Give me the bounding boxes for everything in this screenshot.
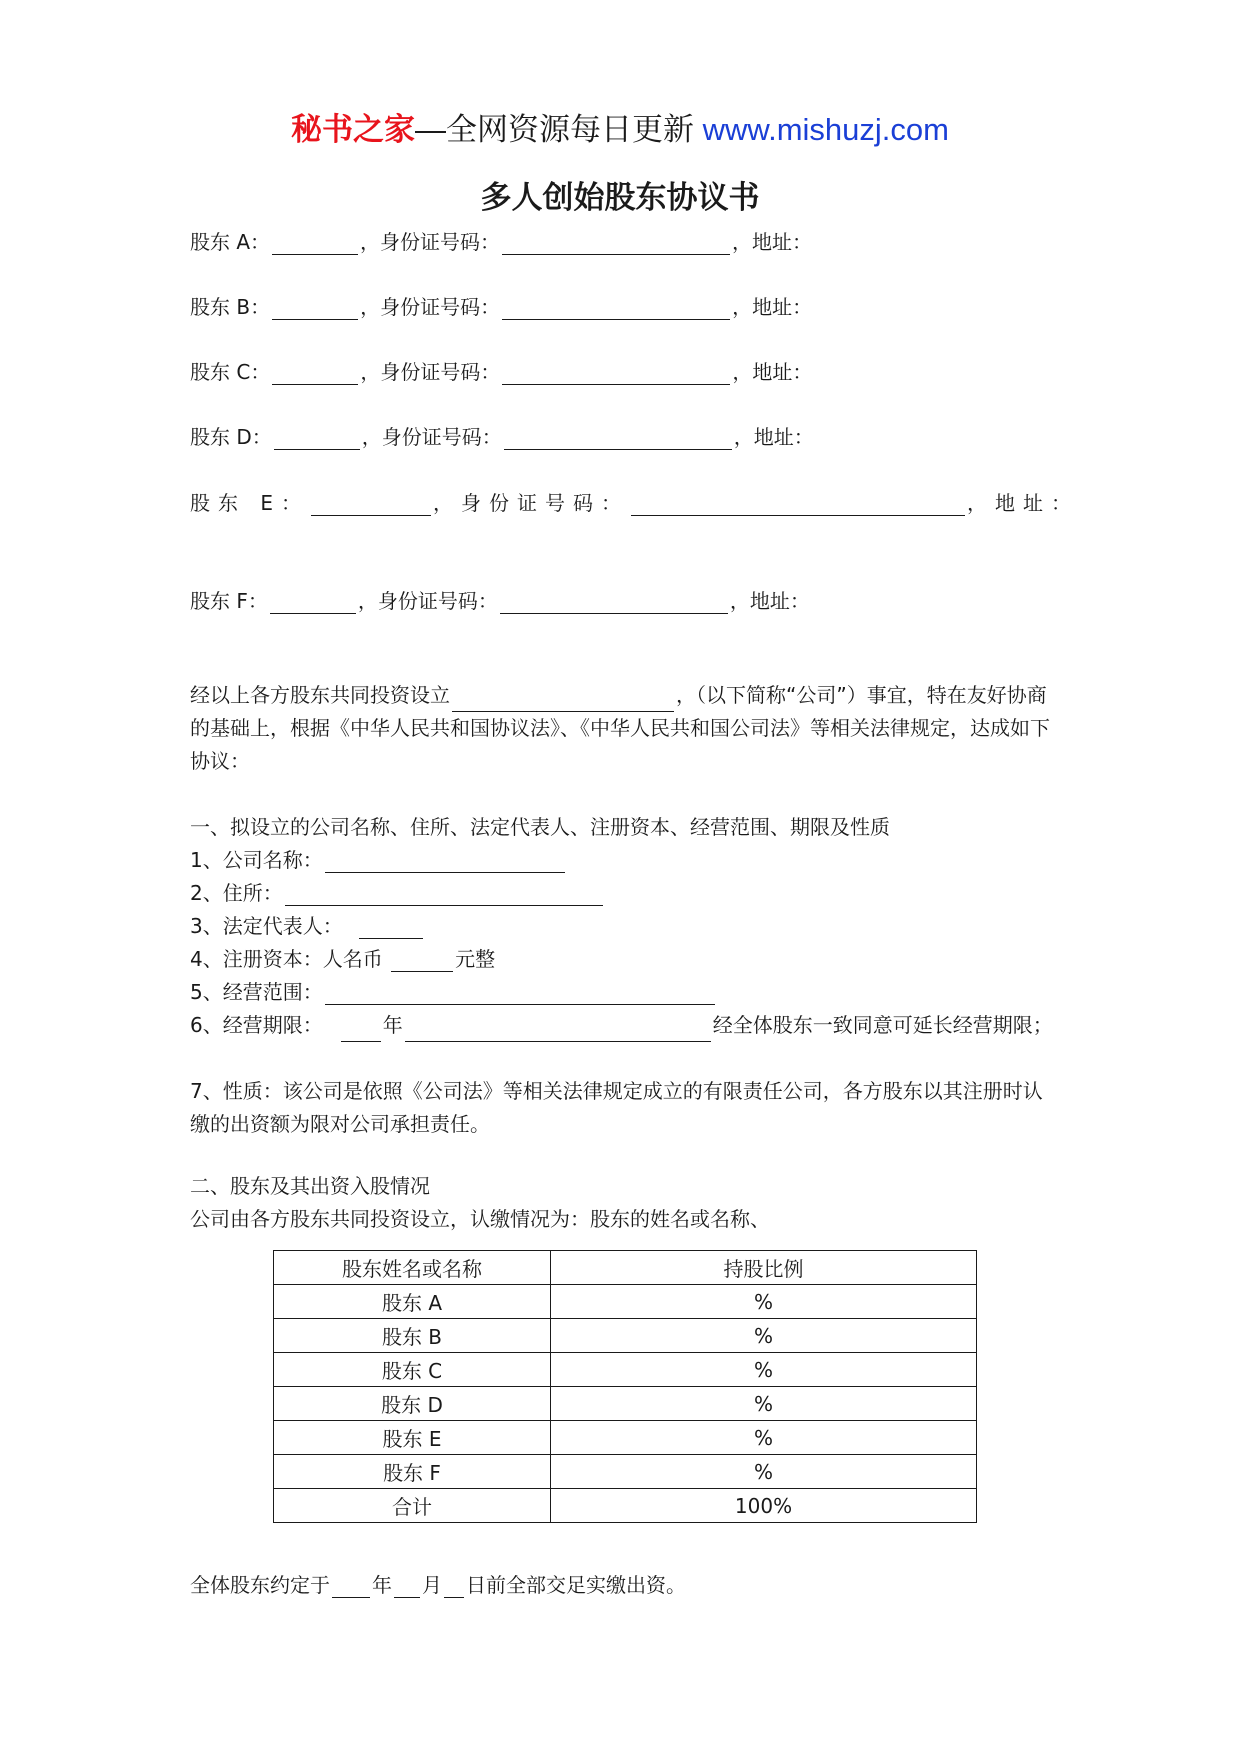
cell-shareholder: 股东 D [274, 1387, 551, 1421]
id-blank[interactable] [502, 362, 730, 385]
cell-ratio[interactable]: % [551, 1387, 977, 1421]
cell-shareholder: 股东 A [274, 1285, 551, 1319]
header-ratio: 持股比例 [551, 1251, 977, 1285]
year-unit: 年 [372, 1573, 392, 1597]
id-blank[interactable] [502, 297, 730, 320]
cell-ratio[interactable]: % [551, 1353, 977, 1387]
intro-text-rest: ，（以下简称“公司”）事宜，特在友好协商的基础上，根据《中华人民共和国协议法》、《中华人民共和国公司法》等相关法律规定，达成如下协议： [190, 683, 1050, 773]
cell-total-value: 100% [551, 1489, 977, 1523]
item-label: 1、公司名称： [190, 848, 323, 872]
id-blank[interactable] [502, 232, 730, 255]
capital-blank[interactable] [391, 949, 453, 972]
id-label: ，身份证号码： [360, 295, 501, 319]
table-total-row [274, 1489, 977, 1523]
shareholder-label: 股东 E： [190, 491, 309, 515]
section-2-heading: 二、股东及其出资入股情况 [190, 1174, 430, 1198]
table-row [274, 1421, 977, 1455]
name-blank[interactable] [274, 427, 360, 450]
id-label: ，身份证号码： [357, 589, 498, 613]
item-label: 2、住所： [190, 881, 283, 905]
name-blank[interactable] [272, 362, 358, 385]
address-label: ，地址： [732, 360, 813, 384]
item-capital [190, 943, 495, 972]
id-blank[interactable] [500, 591, 728, 614]
id-label: ，身份证号码： [360, 360, 501, 384]
payment-deadline [190, 1569, 686, 1598]
section-2-intro: 公司由各方股东共同投资设立，认缴情况为：股东的姓名或名称、 [190, 1207, 770, 1231]
deadline-text: 全体股东约定于 [190, 1573, 330, 1597]
term-blank[interactable] [405, 1019, 711, 1042]
item-scope [190, 976, 717, 1005]
cell-shareholder: 股东 B [274, 1319, 551, 1353]
shareholder-row-e [190, 487, 1079, 516]
name-blank[interactable] [311, 493, 431, 516]
company-blank[interactable] [452, 689, 674, 712]
cell-ratio[interactable]: % [551, 1421, 977, 1455]
table-row [274, 1353, 977, 1387]
scope-blank[interactable] [325, 982, 715, 1005]
document-title: 多人创始股东协议书 [480, 180, 760, 216]
shareholding-table [273, 1250, 977, 1523]
header-name: 股东姓名或名称 [274, 1251, 551, 1285]
term-year-unit: 年 [382, 1013, 403, 1037]
cell-shareholder: 股东 E [274, 1421, 551, 1455]
item-term [190, 1009, 1062, 1042]
name-blank[interactable] [272, 232, 358, 255]
brand-name: 秘书之家 [291, 112, 416, 147]
shareholder-row-b [190, 291, 812, 320]
cell-shareholder: 股东 C [274, 1353, 551, 1387]
id-label: ，身份证号码： [361, 425, 502, 449]
intro-paragraph [190, 679, 1062, 778]
month-unit: 月 [422, 1573, 442, 1597]
term-extension: 经全体股东一致同意可延长经营期限； [712, 1013, 1053, 1037]
shareholder-row-c [190, 356, 812, 385]
item-nature: 7、性质：该公司是依照《公司法》等相关法律规定成立的有限责任公司，各方股东以其注册时认缴的出资额为限对公司承担责任。 [190, 1079, 1043, 1136]
address-label: ，地址： [729, 589, 810, 613]
deadline-text-end: 日前全部交足实缴出资。 [466, 1573, 686, 1597]
address-blank[interactable] [285, 883, 603, 906]
cell-ratio[interactable]: % [551, 1455, 977, 1489]
company-name-blank[interactable] [325, 850, 565, 873]
section-1-heading: 一、拟设立的公司名称、住所、法定代表人、注册资本、经营范围、期限及性质 [190, 815, 890, 839]
id-blank[interactable] [631, 493, 965, 516]
year-blank[interactable] [332, 1575, 370, 1598]
cell-ratio[interactable]: % [551, 1319, 977, 1353]
address-label: ，地址： [732, 230, 813, 254]
item-legal-rep [190, 910, 425, 939]
id-label: ，身份证号码： [433, 491, 629, 515]
item-address [190, 877, 605, 906]
shareholder-label: 股东 A： [190, 230, 271, 254]
table-row [274, 1285, 977, 1319]
table-row [274, 1319, 977, 1353]
shareholder-label: 股东 B： [190, 295, 271, 319]
site-url[interactable]: www.mishuzj.com [702, 112, 949, 147]
shareholder-row-d [190, 421, 814, 450]
cell-total-label: 合计 [274, 1489, 551, 1523]
cell-shareholder: 股东 F [274, 1455, 551, 1489]
shareholder-row-a [190, 226, 812, 255]
capital-unit: 元整 [455, 947, 496, 971]
intro-text-start: 经以上各方股东共同投资设立 [190, 683, 450, 707]
cell-ratio[interactable]: % [551, 1285, 977, 1319]
site-banner [0, 104, 1240, 149]
shareholder-label: 股东 F： [190, 589, 268, 613]
shareholder-row-f [190, 585, 810, 614]
term-years-blank[interactable] [341, 1019, 381, 1042]
name-blank[interactable] [272, 297, 358, 320]
address-label: ，地址： [732, 295, 813, 319]
id-label: ，身份证号码： [360, 230, 501, 254]
table-row [274, 1455, 977, 1489]
table-header-row [274, 1251, 977, 1285]
item-label: 3、法定代表人： [190, 914, 343, 938]
item-label: 4、注册资本：人名币 [190, 947, 390, 971]
table-row [274, 1387, 977, 1421]
shareholder-label: 股东 C： [190, 360, 271, 384]
month-blank[interactable] [394, 1575, 420, 1598]
id-blank[interactable] [504, 427, 732, 450]
address-label: ，地址： [733, 425, 814, 449]
legal-rep-blank[interactable] [359, 916, 423, 939]
shareholder-label: 股东 D： [190, 425, 272, 449]
banner-slogan: —全网资源每日更新 [415, 112, 703, 147]
item-label: 5、经营范围： [190, 980, 323, 1004]
item-company-name [190, 844, 567, 873]
name-blank[interactable] [270, 591, 356, 614]
item-label: 6、经营期限： [190, 1013, 323, 1037]
address-label: ，地址： [967, 491, 1079, 515]
day-blank[interactable] [444, 1575, 464, 1598]
